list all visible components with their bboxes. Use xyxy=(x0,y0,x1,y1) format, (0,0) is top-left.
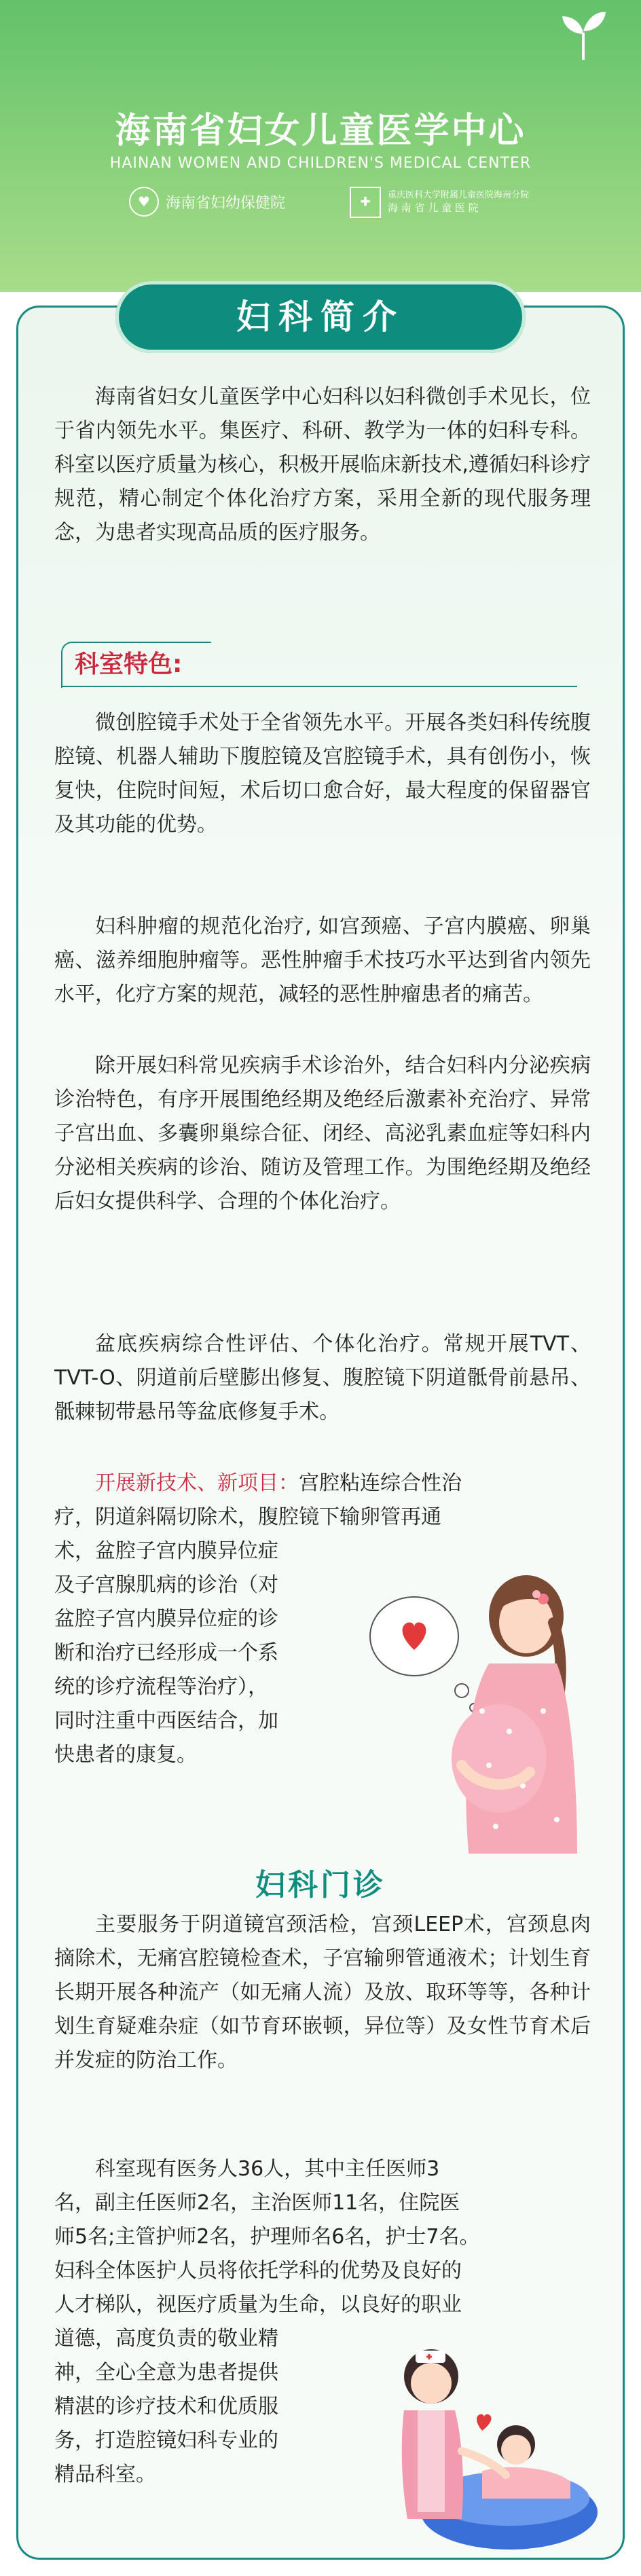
logo-right-line1: 重庆医科大学附属儿童医院海南分院 xyxy=(388,190,530,200)
logo-right-line2: 海 南 省 儿 童 医 院 xyxy=(388,202,479,214)
clinic-staff-line: 神，全心全意为患者提供 xyxy=(54,2361,278,2385)
new-tech-line: 断和治疗已经形成一个系 xyxy=(54,1641,278,1665)
new-tech-line: 疗，阴道斜隔切除术，腹腔镜下输卵管再通 xyxy=(54,1505,441,1529)
new-tech-line: 术，盆腔子宫内膜异位症 xyxy=(54,1539,278,1563)
clinic-staff-line: 精湛的诊疗技术和优质服 xyxy=(54,2395,278,2418)
clinic-staff-line: 科室现有医务人36人，其中主任医师3 xyxy=(95,2157,440,2181)
sprout-icon xyxy=(560,7,607,61)
clinic-staff-line: 人才梯队，视医疗质量为生命，以良好的职业 xyxy=(54,2293,462,2317)
feature-paragraph: 妇科肿瘤的规范化治疗, 如宫颈癌、子宫内膜癌、卵巢癌、滋养细胞肿瘤等。恶性肿瘤手术技巧水平达到省内领先水平，化疗方案的规范，减轻的恶性肿瘤患者的痛苦。 xyxy=(54,915,591,1006)
intro-paragraph: 海南省妇女儿童医学中心妇科以妇科微创手术见长，位于省内领先水平。集医疗、科研、教学为一体的妇科专科。科室以医疗质量为核心，积极开展临床新技术,遵循妇科诊疗规范，精心制定个体化治疗方案，采用全新的现代服务理念，为患者实现高品质的医疗服务。 xyxy=(54,385,591,545)
clinic-paragraph: 主要服务于阴道镜宫颈活检，宫颈LEEP术，宫颈息肉摘除术，无痛宫腔镜检查术，子宫输卵管通液术；计划生育长期开展各种流产（如无痛人流）及放、取环等等，各种计划生育疑难杂症（如节育环嵌顿，异位等）及女性节育术后并发症的防治工作。 xyxy=(54,1913,591,2072)
feature-paragraph: 盆底疾病综合性评估、个体化治疗。常规开展TVT、TVT-O、阴道前后壁膨出修复、腹腔镜下阴道骶骨前悬吊、骶棘韧带悬吊等盆底修复手术。 xyxy=(54,1332,591,1424)
logo-left-text: 海南省妇幼保健院 xyxy=(166,194,286,212)
hospital-name-en: HAINAN WOMEN AND CHILDREN'S MEDICAL CENTER xyxy=(109,155,532,172)
feature-paragraph: 除开展妇科常见疾病手术诊治外，结合妇科内分泌疾病诊治特色，有序开展围绝经期及绝经后激素补充治疗、异常子宫出血、多囊卵巢综合征、闭经、高泌乳素血症等妇科内分泌相关疾病的诊治、随访及管理工作。为围绝经期及绝经后妇女提供科学、合理的个体化治疗。 xyxy=(54,1054,591,1213)
maternal-child-health-logo xyxy=(129,187,285,217)
clinic-staff-line: 务，打造腔镜妇科专业的 xyxy=(54,2429,278,2452)
hospital-name-cn: 海南省妇女儿童医学中心 xyxy=(115,111,526,151)
hospital-emblem-icon: ♥ xyxy=(129,187,159,217)
clinic-staff-line: 妇科全体医护人员将依托学科的优势及良好的 xyxy=(54,2259,462,2283)
clinic-heading: 妇科门诊 xyxy=(255,1868,386,1902)
clinic-staff-line: 道德，高度负责的敬业精 xyxy=(54,2327,278,2351)
new-tech-line: 快患者的康复。 xyxy=(54,1743,197,1767)
page-title: 妇科简介 xyxy=(129,292,512,342)
features-label: 科室特色: xyxy=(75,650,183,678)
childrens-hospital-logo xyxy=(350,187,529,218)
new-tech-line: 宫腔粘连综合性治 xyxy=(299,1471,462,1495)
clinic-staff-line: 精品科室。 xyxy=(54,2463,156,2486)
clinic-staff-line: 名，副主任医师2名，主治医师11名，住院医 xyxy=(54,2191,460,2215)
new-tech-line: 统的诊疗流程等治疗）， xyxy=(54,1675,268,1699)
nurse-illustration xyxy=(380,2329,598,2553)
new-tech-line: 及子宫腺肌病的诊治（对 xyxy=(54,1573,278,1597)
header-banner xyxy=(0,0,641,292)
pregnant-woman-illustration xyxy=(360,1562,584,1860)
childrens-hospital-emblem-icon: ✚ xyxy=(350,187,381,218)
new-tech-line: 同时注重中西医结合，加 xyxy=(54,1709,278,1733)
feature-paragraph: 微创腔镜手术处于全省领先水平。开展各类妇科传统腹腔镜、机器人辅助下腹腔镜及宫腔镜手术，具有创伤小，恢复快，住院时间短，术后切口愈合好，最大程度的保留器官及其功能的优势。 xyxy=(54,711,591,836)
new-tech-line: 盆腔子宫内膜异位症的诊 xyxy=(54,1607,278,1631)
clinic-staff-line: 师5名;主管护师2名，护理师名6名，护士7名。 xyxy=(54,2225,480,2249)
new-tech-label: 开展新技术、新项目： xyxy=(95,1471,299,1495)
